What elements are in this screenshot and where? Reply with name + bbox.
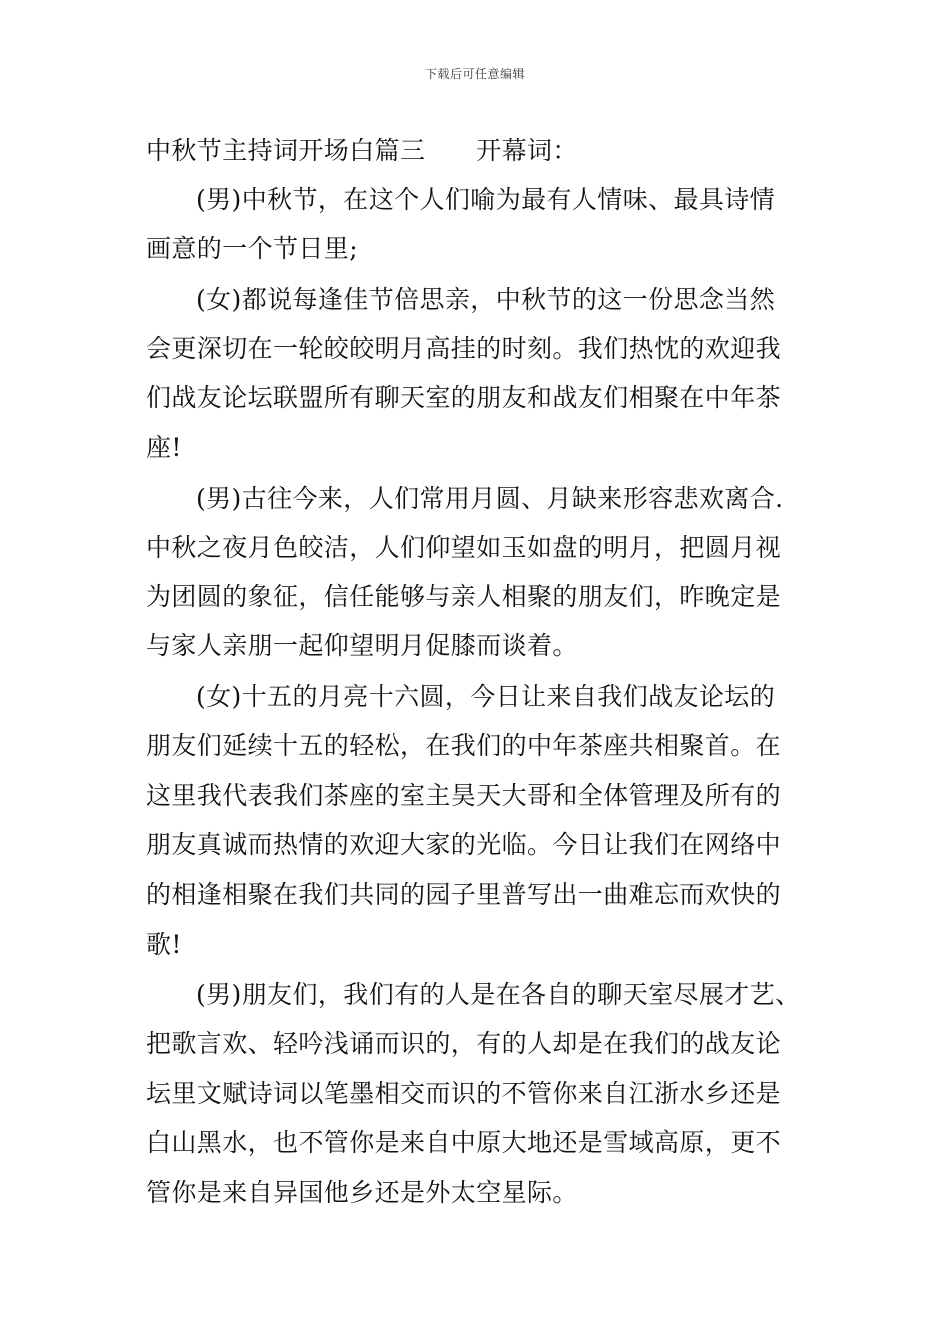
text-line: 为团圆的象征，信任能够与亲人相聚的朋友们，昨晚定是: [146, 582, 782, 611]
text-line: 歌!: [146, 930, 182, 959]
text-line: (女)都说每逢佳节倍思亲，中秋节的这一份思念当然: [196, 285, 776, 314]
text-line: 管你是来自异国他乡还是外太空星际。: [146, 1178, 578, 1207]
text-line: 会更深切在一轮皎皎明月高挂的时刻。我们热忱的欢迎我: [146, 334, 782, 363]
text-line: (男)古往今来，人们常用月圆、月缺来形容悲欢离合.: [196, 484, 784, 513]
text-line: 们战友论坛联盟所有聊天室的朋友和战友们相聚在中年茶: [146, 383, 782, 412]
text-line: 画意的一个节日里;: [146, 234, 359, 263]
text-line: (男)中秋节，在这个人们喻为最有人情味、最具诗情: [196, 185, 776, 214]
text-line: 朋友们延续十五的轻松，在我们的中年茶座共相聚首。在: [146, 731, 782, 760]
section-title: 中秋节主持词开场白篇三 开幕词：: [146, 136, 578, 165]
text-line: 坛里文赋诗词以笔墨相交而识的不管你来自江浙水乡还是: [146, 1079, 782, 1108]
text-line: 中秋之夜月色皎洁，人们仰望如玉如盘的明月，把圆月视: [146, 533, 782, 562]
text-line: 这里我代表我们茶座的室主昊天大哥和全体管理及所有的: [146, 781, 782, 810]
text-line: (女)十五的月亮十六圆，今日让来自我们战友论坛的: [196, 682, 776, 711]
text-line: 白山黑水，也不管你是来自中原大地还是雪域高原，更不: [146, 1128, 782, 1157]
text-line: 把歌言欢、轻吟浅诵而识的，有的人却是在我们的战友论: [146, 1029, 782, 1058]
text-line: 的相逢相聚在我们共同的园子里普写出一曲难忘而欢快的: [146, 880, 782, 909]
text-line: 座!: [146, 433, 182, 462]
text-line: (男)朋友们，我们有的人是在各自的聊天室尽展才艺、: [196, 980, 801, 1009]
text-line: 与家人亲朋一起仰望明月促膝而谈着。: [146, 631, 578, 660]
text-line: 朋友真诚而热情的欢迎大家的光临。今日让我们在网络中: [146, 830, 782, 859]
page-header: 下载后可任意编辑: [424, 67, 525, 81]
